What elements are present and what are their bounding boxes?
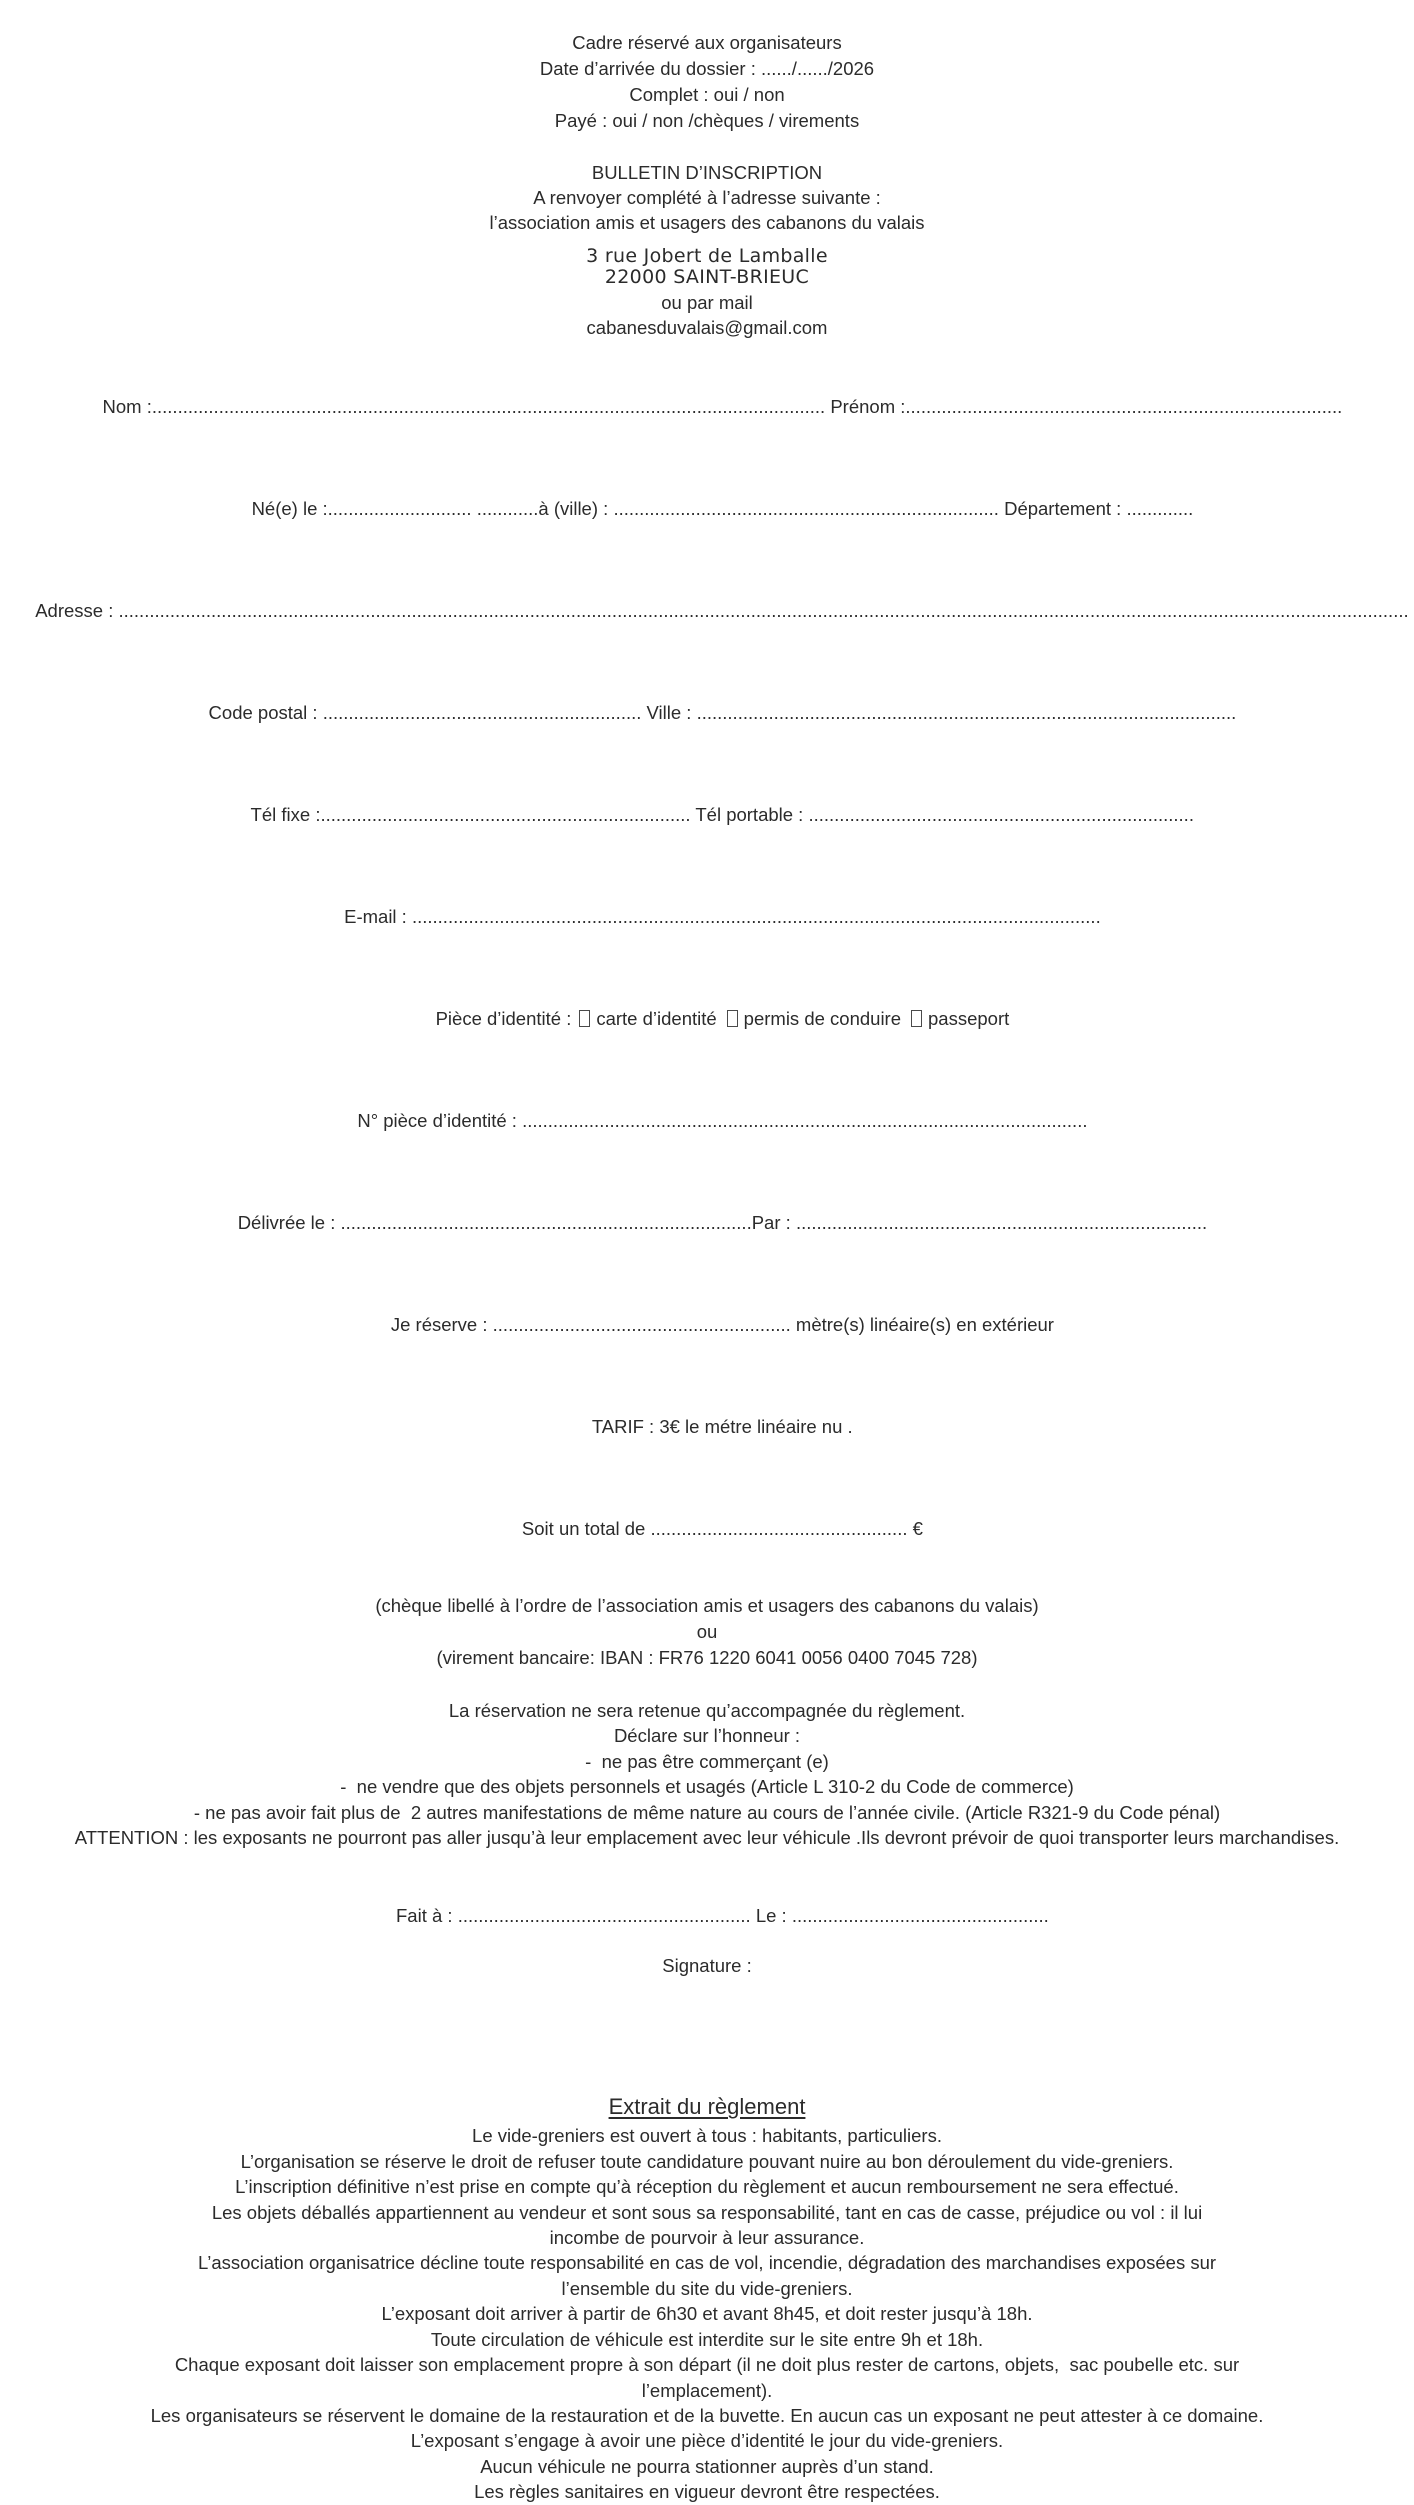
virement-iban: (virement bancaire: IBAN : FR76 1220 6041 0056 0400 7045 728) bbox=[436, 1647, 978, 1668]
adresse-blank: ........................................................................................................................................................................................................................................................... bbox=[118, 600, 1409, 621]
checkbox-passeport-icon bbox=[911, 1010, 922, 1027]
rule-line: L’organisation se réserve le droit de refuser toute candidature pouvant nuire au bon déroulement du vide-greniers. bbox=[240, 2150, 1174, 2172]
adresse-label: Adresse : bbox=[35, 600, 119, 621]
contact-email: cabanesduvalais@gmail.com bbox=[586, 317, 828, 338]
field-row-delivree-par bbox=[0, 1185, 1414, 1260]
nom-blank: ................................................................................................................................... bbox=[151, 396, 826, 417]
num-piece-blank: .............................................................................................................. bbox=[522, 1110, 1088, 1131]
email-blank: ...................................................................................................................................... bbox=[411, 906, 1101, 927]
payment-info bbox=[0, 1593, 1414, 1671]
or-label: ou bbox=[696, 1621, 718, 1642]
total-label: Soit un total de bbox=[521, 1518, 651, 1539]
attention-notice: ATTENTION : les exposants ne pourront pas aller jusqu’à leur emplacement avec leur véhicule .Ils devront prévoir de quoi transporter leurs marchandises. bbox=[74, 1827, 1340, 1849]
total-blank: .................................................. bbox=[650, 1518, 908, 1539]
field-row-telephones bbox=[0, 777, 1414, 852]
field-row-code-postal-ville bbox=[0, 675, 1414, 750]
fait-a-blank: ......................................................... bbox=[457, 1905, 751, 1927]
organizer-box-title: Cadre réservé aux organisateurs bbox=[572, 32, 842, 53]
postal-address bbox=[0, 246, 1414, 288]
signature-section bbox=[0, 1878, 1414, 1978]
rule-line: L’association organisatrice décline toute responsabilité en cas de vol, incendie, dégradation des marchandises exposées sur bbox=[197, 2252, 1217, 2274]
piece-identite-label: Pièce d’identité : bbox=[435, 1008, 572, 1029]
return-instruction: A renvoyer complété à l’adresse suivante : bbox=[533, 187, 881, 208]
rule-line: L’exposant doit arriver à partir de 6h30 et avant 8h45, et doit rester jusqu’à 18h. bbox=[381, 2303, 1033, 2325]
delivree-le-label: Délivrée le : bbox=[237, 1212, 341, 1233]
tarif-text: TARIF : 3€ le métre linéaire nu . bbox=[591, 1416, 853, 1437]
declare-honneur-label: Déclare sur l’honneur : bbox=[613, 1725, 801, 1747]
checkbox-carte-identite-icon bbox=[579, 1010, 590, 1027]
rule-line: Toute circulation de véhicule est interdite sur le site entre 9h et 18h. bbox=[430, 2328, 984, 2350]
cheque-instruction: (chèque libellé à l’ordre de l’association amis et usagers des cabanons du valais) bbox=[375, 1595, 1039, 1616]
tel-fixe-label: Tél fixe : bbox=[250, 804, 321, 825]
le-blank: .................................................. bbox=[791, 1905, 1049, 1927]
ne-le-label: Né(e) le : bbox=[251, 498, 328, 519]
rule-line: incombe de pourvoir à leur assurance. bbox=[549, 2227, 865, 2249]
rule-line: Le vide-greniers est ouvert à tous : habitants, particuliers. bbox=[472, 2125, 942, 2147]
rule-line: Aucun véhicule ne pourra stationner auprès d’un stand. bbox=[480, 2455, 934, 2477]
tel-portable-blank: ........................................................................... bbox=[808, 804, 1194, 825]
email-label: E-mail : bbox=[344, 906, 412, 927]
field-row-email bbox=[0, 879, 1414, 954]
total-suffix: € bbox=[907, 1518, 923, 1539]
bulletin-header bbox=[0, 160, 1414, 235]
field-row-total bbox=[0, 1491, 1414, 1566]
departement-blank: ............. bbox=[1126, 498, 1194, 519]
ville-blank: ......................................................................................................... bbox=[696, 702, 1237, 723]
num-piece-label: N° pièce d’identité : bbox=[357, 1110, 523, 1131]
rule-line: L’inscription définitive n’est prise en compte qu’à réception du règlement et aucun remboursement ne sera effectué. bbox=[235, 2176, 1179, 2198]
par-label: Par : bbox=[751, 1212, 796, 1233]
paid-yes-no-line: Payé : oui / non /chèques / virements bbox=[554, 110, 860, 131]
ne-le-blank-1: ............................ bbox=[327, 498, 472, 519]
field-row-fait-le bbox=[0, 1878, 1414, 1953]
nom-label: Nom : bbox=[102, 396, 152, 417]
complete-yes-no-line: Complet : oui / non bbox=[629, 84, 785, 105]
field-row-nom-prenom bbox=[0, 369, 1414, 444]
reservation-notice: La réservation ne sera retenue qu’accompagnée du règlement. bbox=[448, 1700, 966, 1721]
organizer-reserved-box bbox=[0, 0, 1414, 134]
rule-line: Chaque exposant doit laisser son emplacement propre à son départ (il ne doit plus rester de cartons, objets, sac poubelle etc. sur bbox=[174, 2354, 1240, 2376]
field-row-adresse bbox=[0, 573, 1414, 648]
reglement-heading-wrap bbox=[0, 2092, 1414, 2123]
option-permis-conduire-label: permis de conduire bbox=[743, 1008, 902, 1029]
ne-le-blank-2: ............ bbox=[476, 498, 539, 519]
field-row-piece-identite bbox=[0, 981, 1414, 1056]
je-reserve-suffix: mètre(s) linéaire(s) en extérieur bbox=[790, 1314, 1054, 1335]
je-reserve-label: Je réserve : bbox=[390, 1314, 493, 1335]
field-row-je-reserve bbox=[0, 1287, 1414, 1362]
field-row-num-piece bbox=[0, 1083, 1414, 1158]
delivree-le-blank: ................................................................................ bbox=[340, 1212, 752, 1233]
option-carte-identite-label: carte d’identité bbox=[596, 1008, 717, 1029]
je-reserve-blank: .......................................................... bbox=[492, 1314, 791, 1335]
declaration-section bbox=[0, 1698, 1414, 1850]
rule-line: Les objets déballés appartiennent au vendeur et sont sous sa responsabilité, tant en cas de casse, préjudice ou vol : il lui bbox=[211, 2201, 1203, 2223]
prenom-blank: ..................................................................................... bbox=[905, 396, 1343, 417]
mail-contact bbox=[0, 290, 1414, 340]
code-postal-label: Code postal : bbox=[208, 702, 323, 723]
tel-portable-label: Tél portable : bbox=[690, 804, 809, 825]
code-postal-blank: .............................................................. bbox=[322, 702, 642, 723]
rule-line: L’exposant s’engage à avoir une pièce d’identité le jour du vide-greniers. bbox=[410, 2430, 1004, 2452]
or-by-mail-label: ou par mail bbox=[661, 292, 753, 313]
signature-label: Signature : bbox=[662, 1955, 752, 1977]
form-fields bbox=[0, 369, 1414, 1566]
dossier-arrival-date-line: Date d’arrivée du dossier : ....../....../2026 bbox=[539, 58, 875, 79]
street-address: 3 rue Jobert de Lamballe bbox=[586, 245, 828, 267]
fait-a-label: Fait à : bbox=[396, 1905, 458, 1927]
declaration-item-manifestations: - ne pas avoir fait plus de 2 autres manifestations de même nature au cours de l’année civile. (Article R321-9 du Code pénal) bbox=[193, 1801, 1221, 1823]
tel-fixe-blank: ........................................................................ bbox=[320, 804, 691, 825]
rule-line: l’emplacement). bbox=[641, 2379, 773, 2401]
reglement-title: Extrait du règlement bbox=[608, 2094, 806, 2120]
le-label: Le : bbox=[750, 1905, 792, 1927]
declaration-item-objets: - ne vendre que des objets personnels et usagés (Article L 310-2 du Code de commerce) bbox=[340, 1776, 1074, 1798]
rule-line: Les organisateurs se réservent le domaine de la restauration et de la buvette. En aucun cas un exposant ne peut attester à ce domaine. bbox=[150, 2404, 1264, 2426]
option-passeport-label: passeport bbox=[928, 1008, 1010, 1029]
field-row-naissance bbox=[0, 471, 1414, 546]
city-address: 22000 SAINT-BRIEUC bbox=[604, 266, 810, 288]
reglement-rules bbox=[0, 2123, 1414, 2504]
ville-label: Ville : bbox=[641, 702, 697, 723]
rule-line: l’ensemble du site du vide-greniers. bbox=[561, 2277, 853, 2299]
checkbox-permis-conduire-icon bbox=[727, 1010, 738, 1027]
association-name: l’association amis et usagers des cabanons du valais bbox=[489, 212, 925, 233]
tarif-line bbox=[0, 1389, 1414, 1464]
bulletin-title: BULLETIN D’INSCRIPTION bbox=[591, 162, 823, 183]
rule-line: Les règles sanitaires en vigueur devront être respectées. bbox=[474, 2481, 940, 2503]
prenom-label: Prénom : bbox=[825, 396, 906, 417]
ville-naissance-blank: ........................................................................... bbox=[613, 498, 999, 519]
departement-label: Département : bbox=[998, 498, 1127, 519]
ville-naissance-label: à (ville) : bbox=[538, 498, 614, 519]
par-blank: ................................................................................ bbox=[795, 1212, 1208, 1233]
declaration-item-commercant: - ne pas être commerçant (e) bbox=[585, 1750, 829, 1772]
